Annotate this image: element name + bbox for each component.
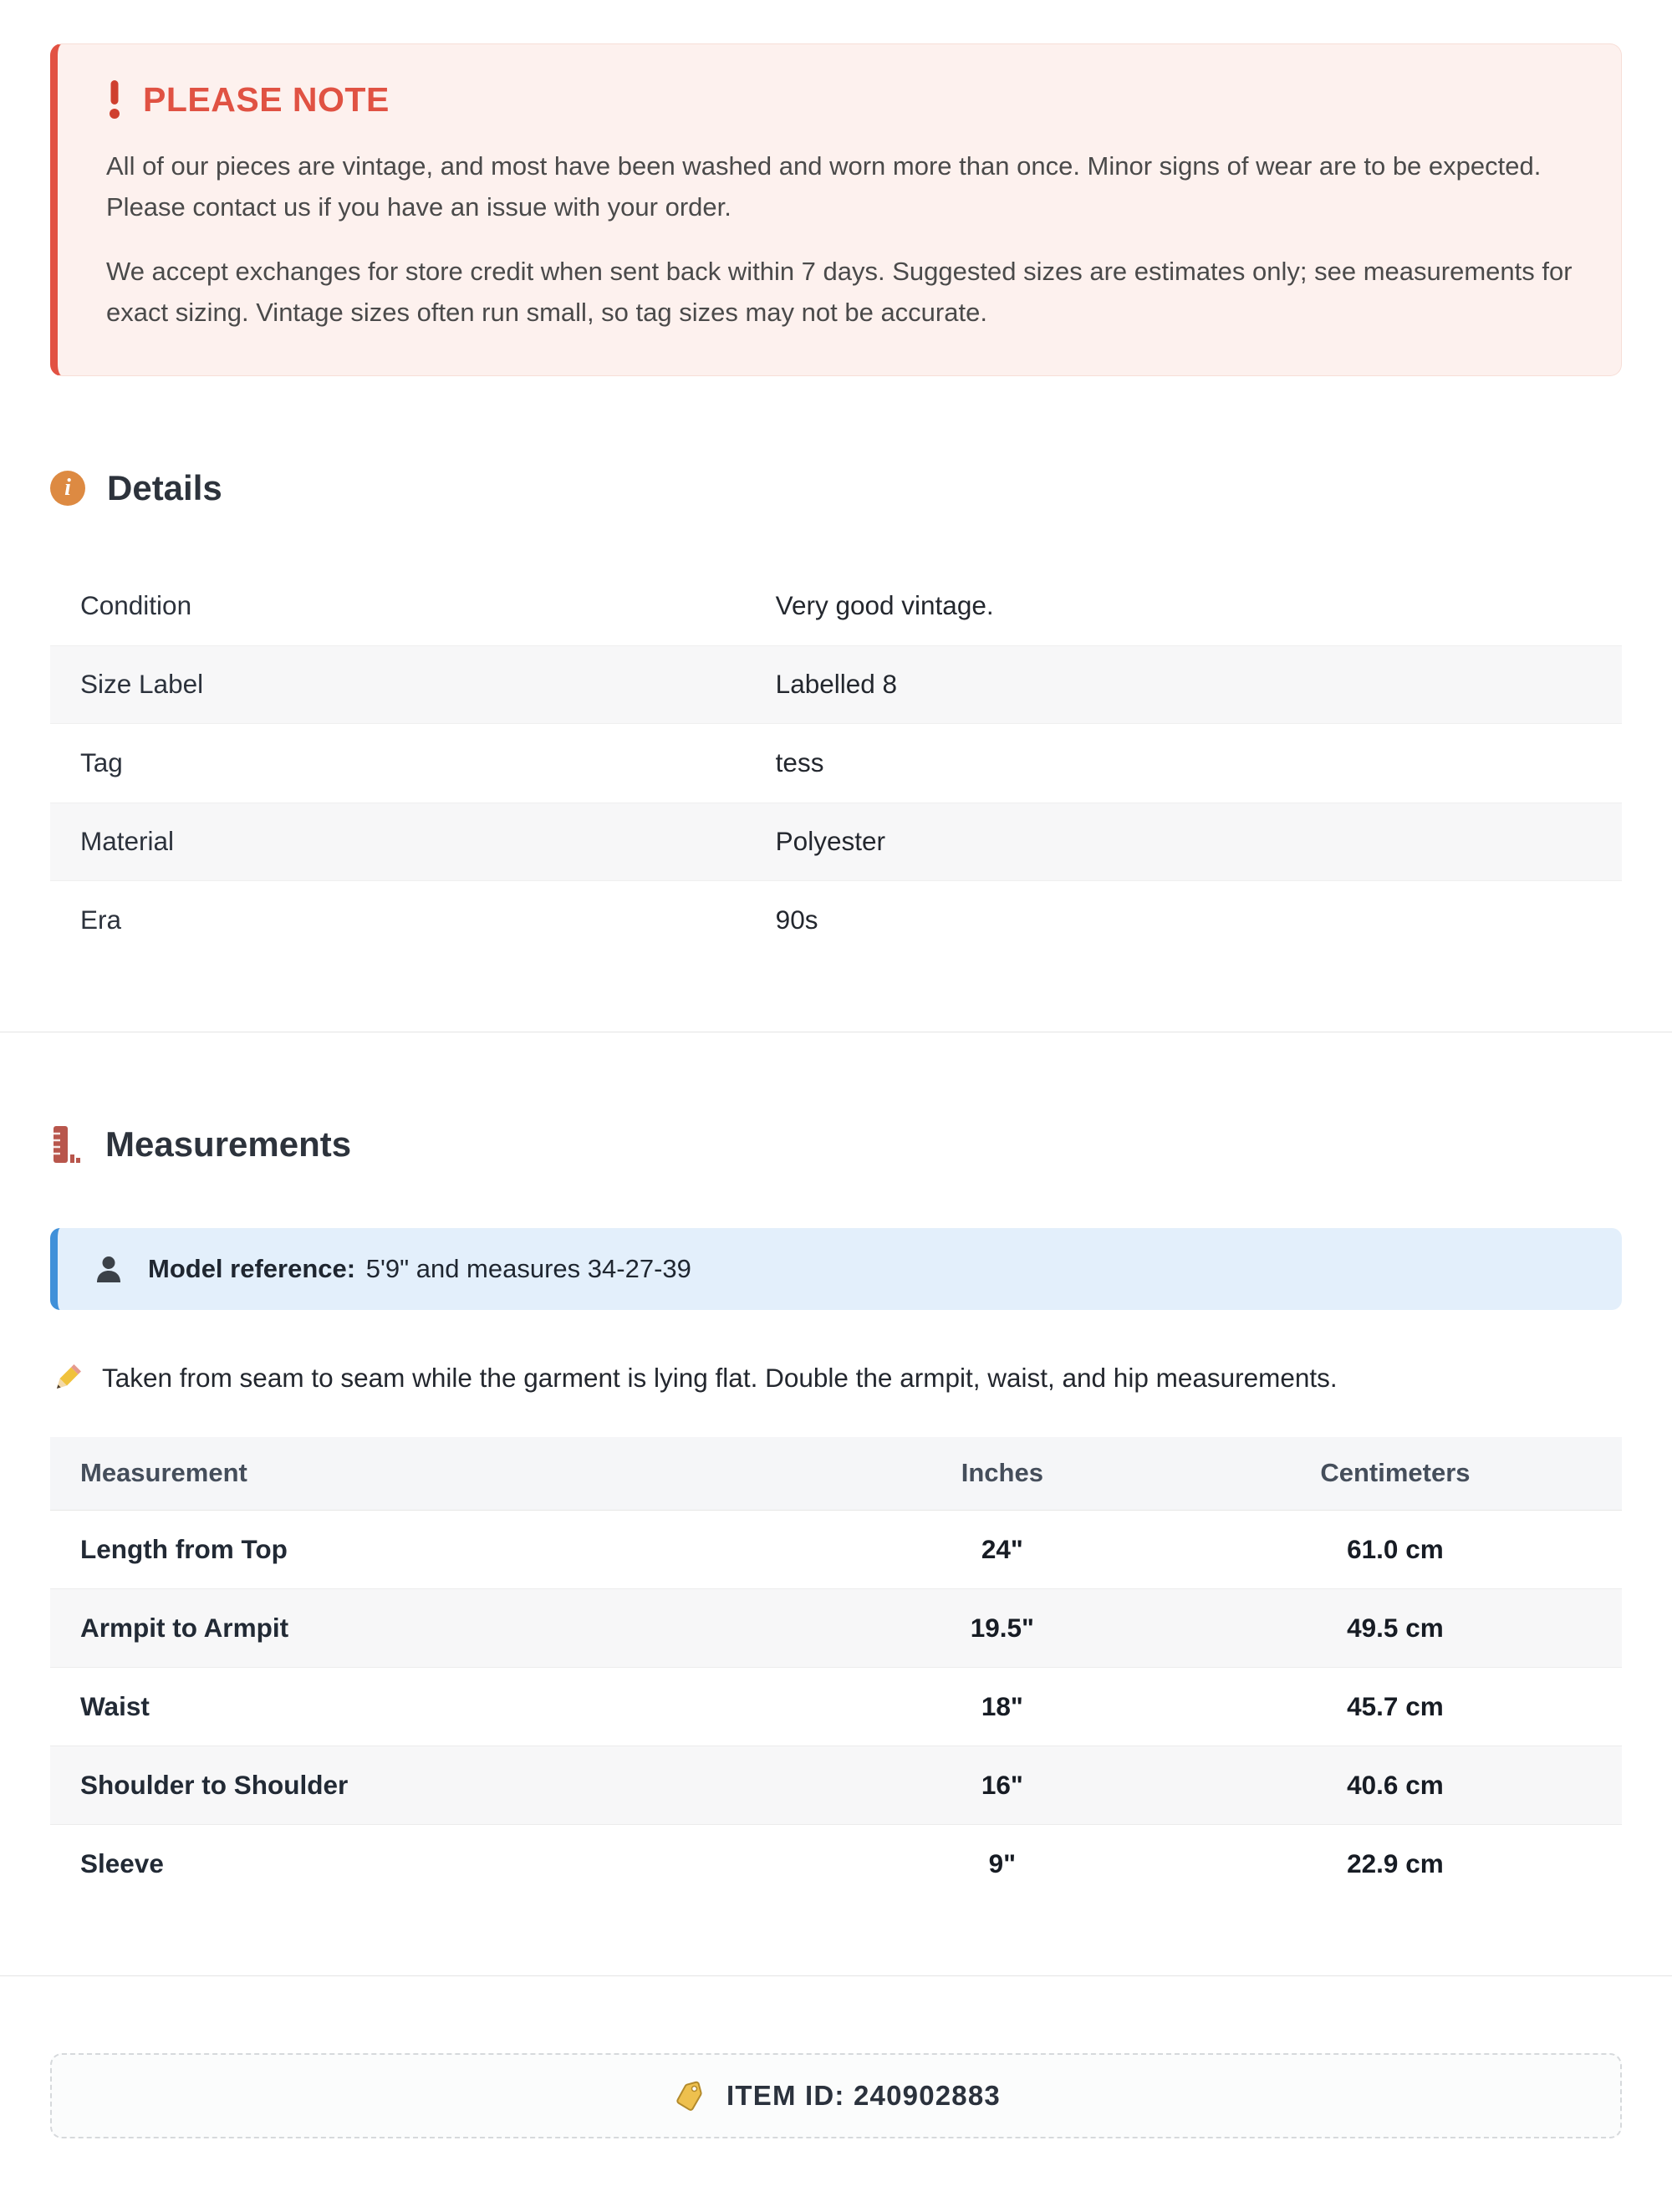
column-header: Measurement [80, 1458, 247, 1488]
measurement-instructions [50, 1362, 1622, 1395]
measurement-label: Shoulder to Shoulder [80, 1769, 349, 1800]
measurement-instructions-text: Taken from seam to seam while the garment is lying flat. Double the armpit, waist, and hip measurements. [102, 1363, 1338, 1394]
column-header: Centimeters [1320, 1458, 1471, 1488]
details-table [50, 567, 1622, 960]
model-reference-value: 5'9" and measures 34-27-39 [365, 1253, 691, 1283]
detail-value: Polyester [775, 826, 885, 857]
detail-value: Labelled 8 [775, 669, 898, 700]
table-row [50, 881, 1622, 960]
column-header: Inches [961, 1458, 1043, 1488]
ruler-icon [50, 1124, 84, 1165]
alert-paragraph: We accept exchanges for store credit when sent back within 7 days. Suggested sizes are estimates only; see measurements for exact sizing. Vintage sizes often run small, so tag sizes may not be accurate. [106, 256, 1573, 327]
measurement-label: Length from Top [80, 1533, 288, 1564]
alert-title: PLEASE NOTE [143, 79, 390, 119]
detail-label: Size Label [80, 669, 204, 700]
measurements-title: Measurements [105, 1124, 352, 1164]
section-divider [0, 1975, 1672, 1976]
measurement-cm: 61.0 cm [1347, 1533, 1444, 1564]
measurement-inches: 9" [988, 1848, 1017, 1879]
measurement-cm: 49.5 cm [1347, 1612, 1444, 1643]
details-title: Details [107, 467, 222, 507]
measurement-inches: 19.5" [970, 1612, 1034, 1643]
measurement-inches: 16" [981, 1769, 1023, 1800]
table-row [50, 803, 1622, 881]
table-row [50, 1589, 1622, 1668]
measurement-label: Armpit to Armpit [80, 1612, 289, 1643]
measurements-table-header [50, 1437, 1622, 1511]
measurement-cm: 45.7 cm [1347, 1690, 1444, 1721]
tag-icon [671, 2078, 706, 2113]
detail-value: 90s [775, 905, 818, 935]
detail-label: Material [80, 826, 175, 857]
info-icon: i [50, 471, 85, 506]
detail-value: tess [775, 747, 824, 778]
measurement-inches: 24" [981, 1533, 1023, 1564]
pencil-icon [50, 1362, 84, 1395]
measurement-label: Waist [80, 1690, 150, 1721]
item-id-text: ITEM ID: 240902883 [726, 2079, 1001, 2111]
measurements-table [50, 1437, 1622, 1904]
measurement-label: Sleeve [80, 1848, 164, 1879]
alert-title-row [106, 79, 1573, 120]
detail-value: Very good vintage. [775, 590, 994, 621]
table-row [50, 1825, 1622, 1904]
model-reference-label: Model reference: [148, 1253, 356, 1283]
item-id-box [50, 2053, 1622, 2138]
measurement-cm: 22.9 cm [1347, 1848, 1444, 1879]
please-note-alert [50, 43, 1622, 376]
measurement-cm: 40.6 cm [1347, 1769, 1444, 1800]
measurements-table-body [50, 1511, 1622, 1904]
measurement-inches: 18" [981, 1690, 1023, 1721]
exclamation-icon [106, 79, 123, 120]
table-row [50, 1511, 1622, 1589]
detail-label: Era [80, 905, 122, 935]
table-row [50, 1668, 1622, 1746]
details-section-header [50, 468, 1622, 508]
measurements-section-header [50, 1124, 1622, 1165]
alert-paragraph: All of our pieces are vintage, and most have been washed and worn more than once. Minor signs of wear are to be expected. Please contact us if you have an issue with your order. [106, 151, 1542, 222]
person-icon [93, 1253, 125, 1285]
model-reference-box [50, 1228, 1622, 1310]
table-row [50, 567, 1622, 645]
table-row [50, 645, 1622, 724]
detail-label: Condition [80, 590, 192, 621]
table-row [50, 724, 1622, 803]
table-row [50, 1746, 1622, 1825]
detail-label: Tag [80, 747, 123, 778]
